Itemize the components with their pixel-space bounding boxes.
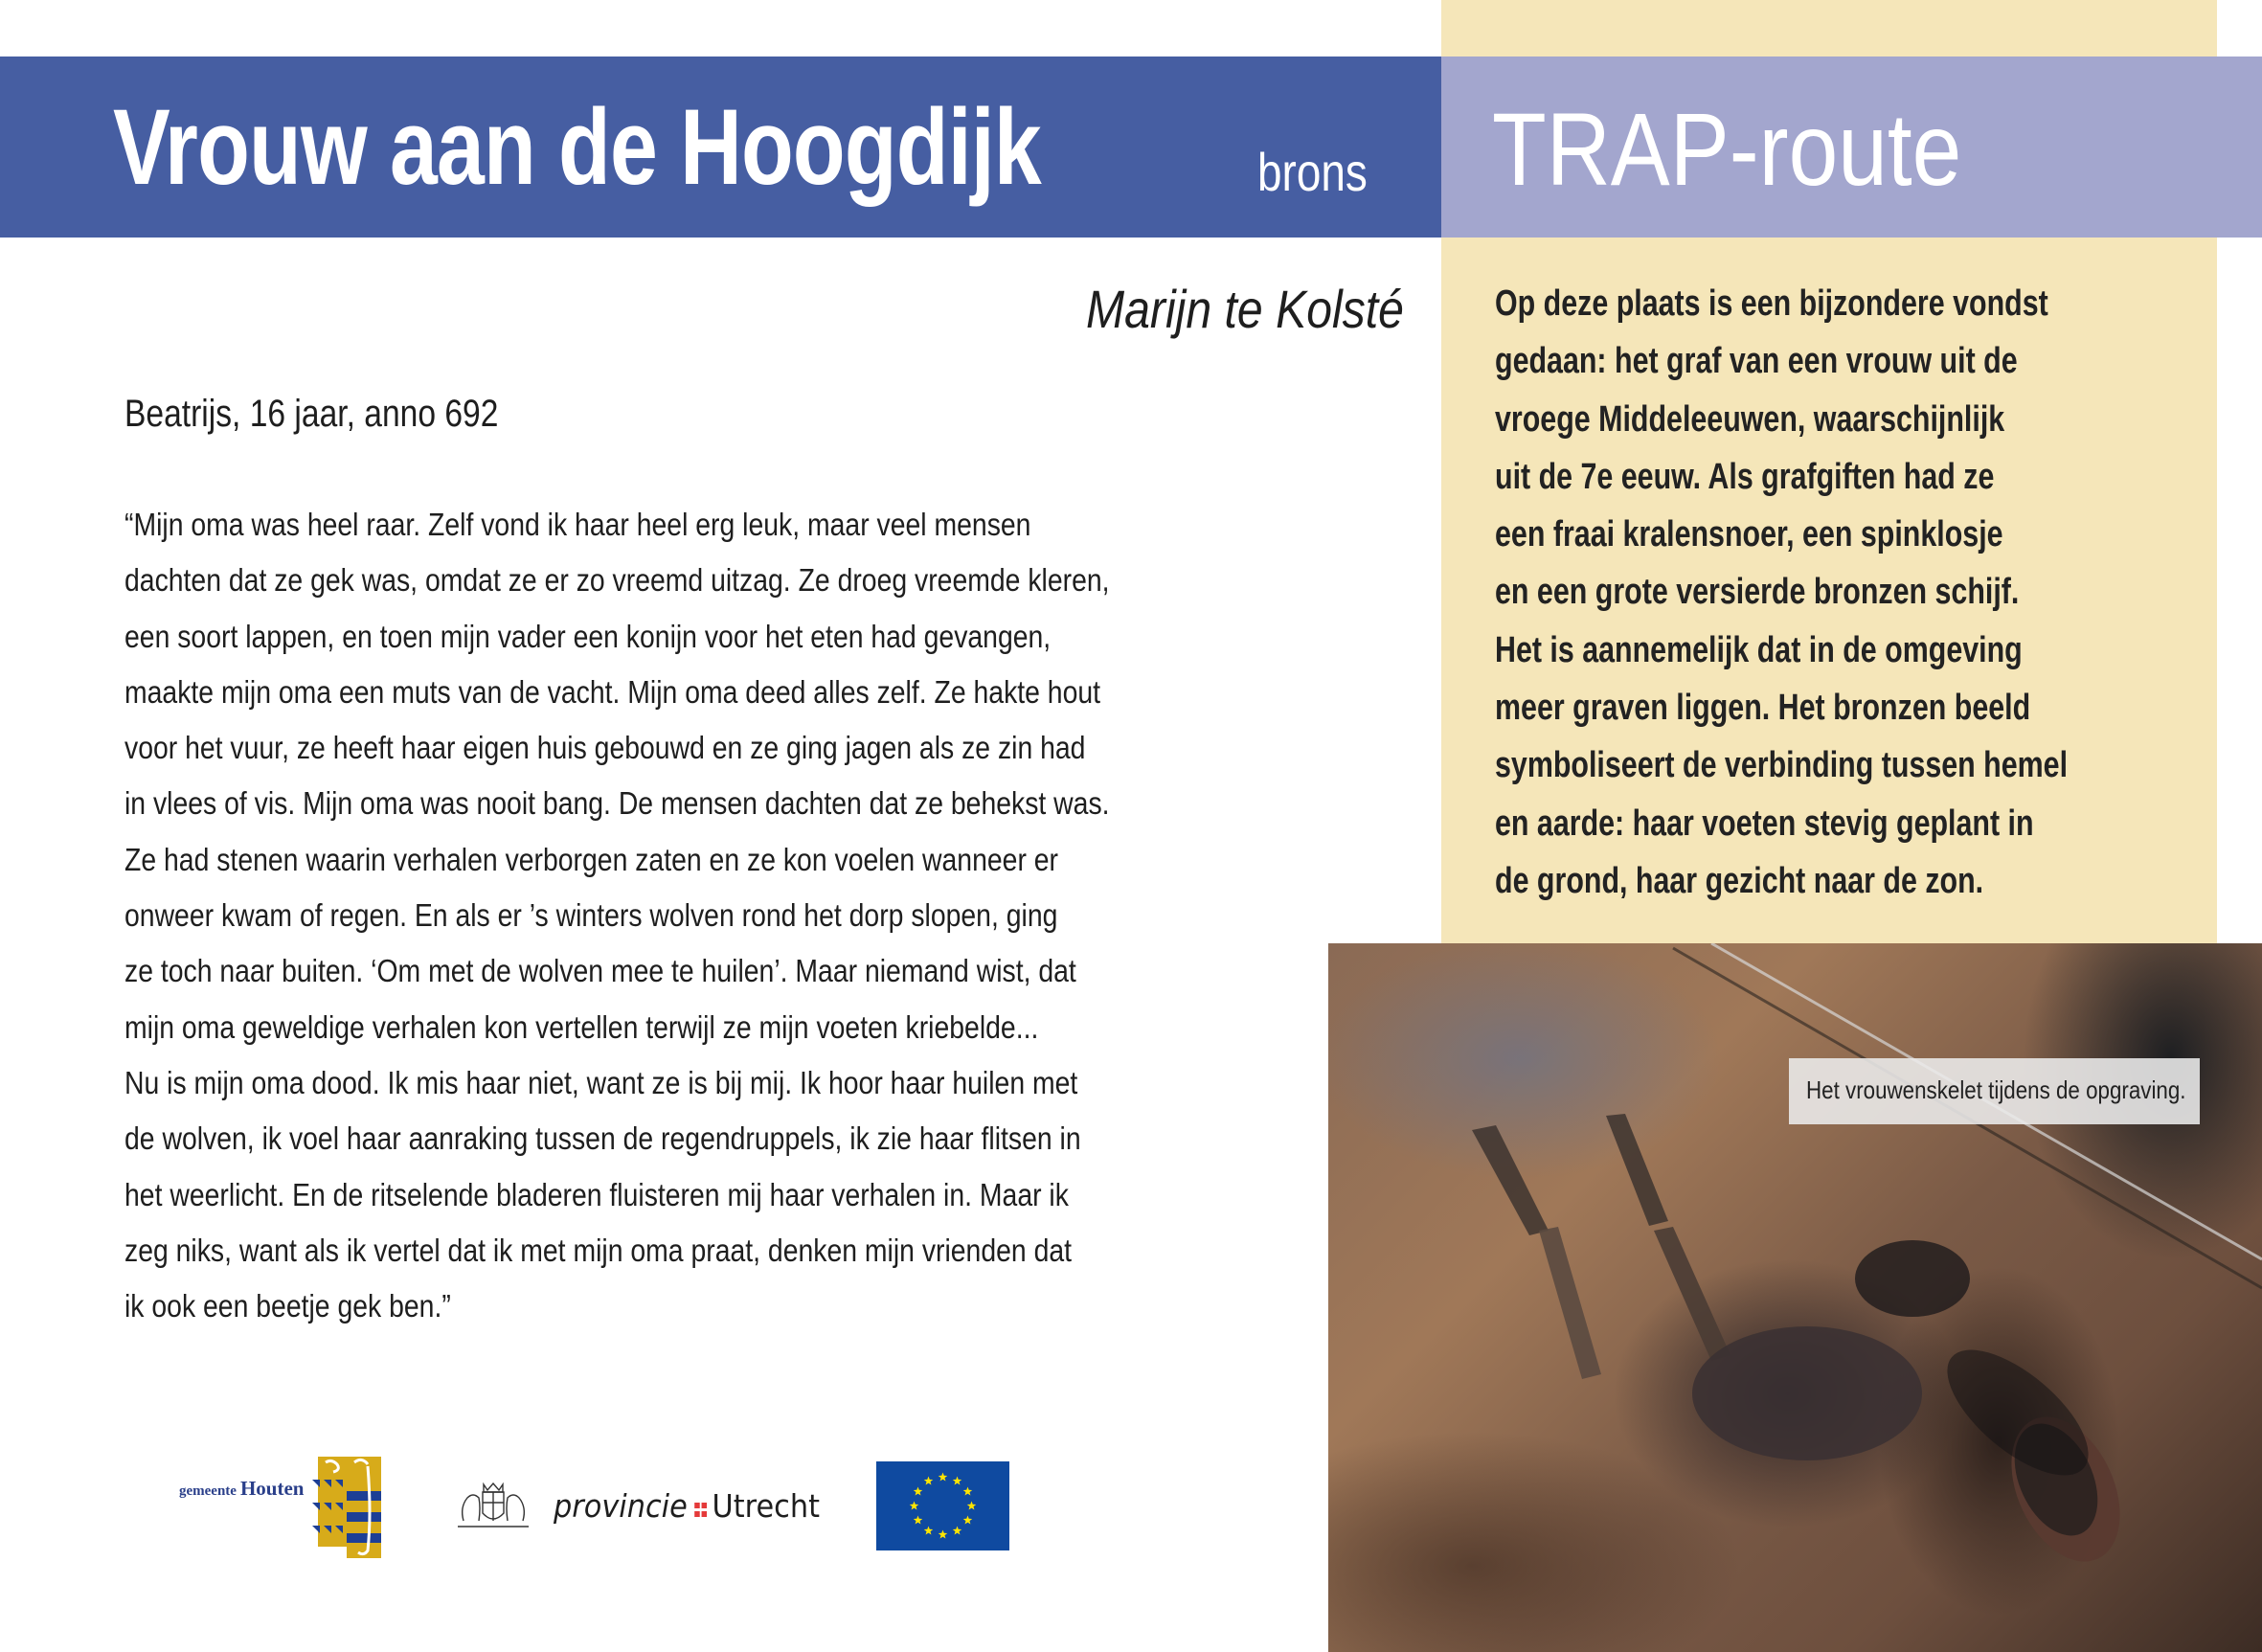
houten-emblem-icon [312, 1457, 381, 1558]
eu-star-icon [939, 1530, 948, 1539]
story-line [124, 1176, 1274, 1234]
story-line [124, 673, 1274, 732]
info-line-text: Het is aannemelijk dat in de omgeving [1495, 629, 2023, 670]
info-line [1495, 805, 2204, 863]
eu-star-icon [924, 1477, 934, 1485]
story-line-text: zeg niks, want als ik vertel dat ik met mijn oma praat, denken mijn vrienden dat [124, 1232, 1073, 1268]
route-title [1492, 91, 2038, 207]
info-line-text: Op deze plaats is een bijzondere vondst [1495, 283, 2048, 324]
photo-caption-text: Het vrouwenskelet tijdens de opgraving. [1806, 1075, 2186, 1104]
info-line [1495, 690, 2204, 747]
page-title-text: Vrouw aan de Hoogdijk [113, 87, 1041, 207]
eu-flag-icon [876, 1461, 1009, 1550]
info-line [1495, 629, 2204, 690]
route-title-text: TRAP-route [1492, 91, 1962, 207]
eu-star-icon [924, 1526, 934, 1534]
story-line [124, 509, 1274, 564]
story-line-text: “Mijn oma was heel raar. Zelf vond ik haar heel erg leuk, maar veel mensen [124, 507, 1031, 542]
story-line [124, 1122, 1274, 1178]
photo-caption-box [1789, 1058, 2200, 1124]
info-line [1495, 574, 2204, 631]
story-line-text: mijn oma geweldige verhalen kon vertellen terwijl ze mijn voeten kriebelde... [124, 1008, 1039, 1045]
artist-name-text: Marijn te Kolsté [1086, 279, 1404, 339]
info-line [1495, 456, 2204, 516]
story-line-text: Ze had stenen waarin verhalen verborgen zaten en ze kon voelen wanneer er [124, 841, 1059, 877]
story-line-text: het weerlicht. En de ritselende bladeren fluisteren mij haar verhalen in. Maar ik [124, 1176, 1069, 1212]
info-line-text: gedaan: het graf van een vrouw uit de [1495, 341, 2018, 382]
story-line [124, 955, 1274, 1010]
story-line [124, 1064, 1274, 1122]
houten-small-text: gemeente [179, 1483, 237, 1499]
story-line-text: Nu is mijn oma dood. Ik mis haar niet, want ze is bij mij. Ik hoor haar huilen met [124, 1064, 1078, 1100]
eu-star-icon [963, 1516, 973, 1525]
info-line-text: een fraai kralensnoer, een spinklosje [1495, 514, 2003, 555]
info-line [1495, 398, 2204, 459]
story-line-text: een soort lappen, en toen mijn vader een konijn voor het eten had gevangen, [124, 618, 1052, 654]
story-subtitle [124, 395, 570, 433]
story-subtitle-text: Beatrijs, 16 jaar, anno 692 [124, 393, 499, 435]
provincie-text: provincie [554, 1487, 688, 1525]
material-label-text: brons [1257, 142, 1368, 202]
eu-star-icon [914, 1487, 923, 1496]
info-line-text: vroege Middeleeuwen, waarschijnlijk [1495, 398, 2005, 440]
photo-caption [1806, 1077, 2248, 1102]
story-line-text: de wolven, ik voel haar aanraking tussen de regendruppels, ik zie haar flitsen in [124, 1120, 1081, 1157]
story-line [124, 1290, 1274, 1346]
story-line [124, 618, 1274, 676]
info-line [1495, 285, 2204, 343]
story-line-text: onweer kwam of regen. En als er ’s winters wolven rond het dorp slopen, ging [124, 897, 1058, 934]
info-line-text: uit de 7e eeuw. Als grafgiften had ze [1495, 456, 1995, 497]
story-line-text: voor het vuur, ze heeft haar eigen huis gebouwd en ze ging jagen als ze zin had [124, 730, 1086, 766]
provincie-utrecht-logo-text [554, 1487, 843, 1525]
story-line [124, 1234, 1274, 1290]
utrecht-dots-icon [694, 1503, 707, 1518]
utrecht-wordmark [554, 1487, 821, 1525]
story-line [124, 787, 1274, 843]
utrecht-coat-of-arms-icon [454, 1482, 532, 1528]
info-text [1495, 285, 2204, 920]
story-line-text: ze toch naar buiten. ‘Om met de wolven mee te huilen’. Maar niemand wist, dat [124, 953, 1076, 989]
story-line-text: maakte mijn oma een muts van de vacht. Mijn oma deed alles zelf. Ze hakte hout [124, 673, 1101, 710]
story-line-text: in vlees of vis. Mijn oma was nooit bang. De mensen dachten dat ze behekst was. [124, 785, 1110, 822]
info-line-text: meer graven liggen. Het bronzen beeld [1495, 688, 2031, 729]
eu-star-icon [939, 1473, 948, 1482]
eu-star-icon [914, 1516, 923, 1525]
info-line [1495, 860, 2204, 920]
story-line [124, 1008, 1274, 1067]
artist-name [1034, 279, 1404, 339]
story-line-text: dachten dat ze gek was, omdat ze er zo vreemd uitzag. Ze droeg vreemde kleren, [124, 562, 1110, 599]
page-title [113, 87, 1273, 207]
material-label [1257, 142, 1391, 202]
eu-star-icon [963, 1487, 973, 1496]
info-line-text: en een grote versierde bronzen schijf. [1495, 572, 2020, 613]
eu-star-icon [953, 1526, 962, 1534]
story-line [124, 841, 1274, 899]
houten-big-text: Houten [239, 1477, 305, 1500]
story-line [124, 899, 1274, 955]
info-line-text: en aarde: haar voeten stevig geplant in [1495, 803, 2034, 844]
story-text [124, 509, 1274, 1346]
gemeente-houten-logo-text [179, 1479, 304, 1499]
info-line-text: symboliseert de verbinding tussen hemel [1495, 745, 2069, 786]
excavation-photo [1328, 943, 2262, 1652]
info-line [1495, 343, 2204, 400]
story-line-text: ik ook een beetje gek ben.” [124, 1288, 451, 1324]
eu-star-icon [910, 1502, 919, 1510]
story-line [124, 564, 1274, 620]
info-line-text: de grond, haar gezicht naar de zon. [1495, 860, 1984, 901]
utrecht-text: Utrecht [712, 1487, 821, 1525]
story-line [124, 732, 1274, 787]
eu-star-icon [953, 1477, 962, 1485]
info-line [1495, 747, 2204, 804]
eu-star-icon [967, 1502, 977, 1510]
info-line [1495, 516, 2204, 574]
photo-detail [1328, 943, 2262, 1652]
